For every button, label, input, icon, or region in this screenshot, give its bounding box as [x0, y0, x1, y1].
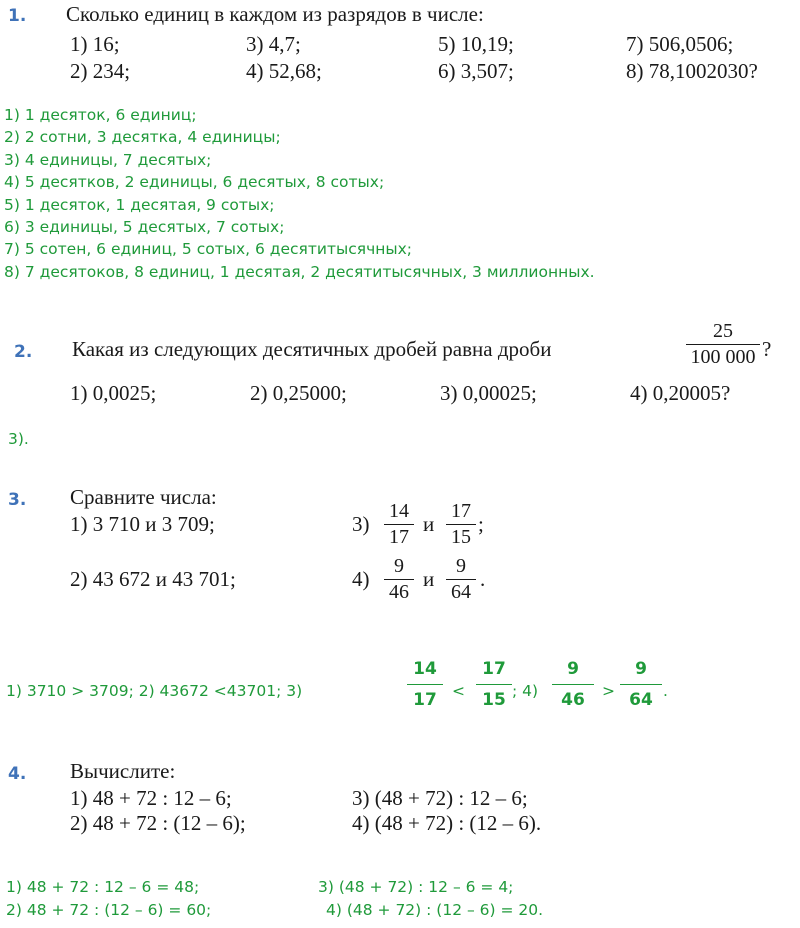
- task4-question: Вычислите:: [70, 759, 176, 783]
- task1-item: 4) 52,68;: [246, 59, 322, 83]
- task3-answer-text: ; 4): [512, 682, 539, 700]
- task3-item: 1) 3 710 и 3 709;: [70, 512, 215, 536]
- fraction-numerator: 9: [635, 659, 647, 679]
- answer-line: 3) 4 единицы, 7 десятых;: [4, 150, 212, 169]
- fraction-denominator: 15: [482, 690, 506, 710]
- task2-question: Какая из следующих десятичных дробей равна дроби: [72, 337, 552, 361]
- answer-line: 1) 1 десяток, 6 единиц;: [4, 106, 197, 124]
- task2-option: 4) 0,20005?: [630, 381, 731, 405]
- fraction-numerator: 17: [482, 659, 506, 679]
- fraction-denominator: 17: [413, 690, 437, 710]
- fraction-bar: [686, 344, 760, 345]
- task3-answer-fraction-b: [476, 655, 512, 714]
- fraction-bar: [384, 524, 414, 525]
- fraction-numerator: 17: [451, 500, 471, 522]
- fraction-denominator: 17: [389, 526, 409, 548]
- task2-answer: 3).: [8, 430, 29, 448]
- fraction-bar: [384, 579, 414, 580]
- task3-number: 3.: [8, 490, 27, 510]
- task4-answer: 4) (48 + 72) : (12 – 6) = 20.: [326, 901, 544, 919]
- fraction-bar: [552, 684, 594, 685]
- task1-item: 3) 4,7;: [246, 32, 301, 56]
- task4-answer: 2) 48 + 72 : (12 – 6) = 60;: [6, 901, 212, 919]
- task3-item3-fraction-b: [446, 500, 476, 549]
- task3-answer-sign: <: [452, 682, 465, 700]
- task3-question: Сравните числа:: [70, 485, 217, 509]
- answer-line: 8) 7 десятоков, 8 единиц, 1 десятая, 2 десятитысячных, 3 миллионных.: [4, 262, 595, 281]
- task3-answer-sign: >: [602, 682, 615, 700]
- task1-item: 7) 506,0506;: [626, 32, 734, 56]
- answer-line: 5) 1 десяток, 1 десятая, 9 сотых;: [4, 195, 275, 214]
- fraction-bar: [620, 684, 662, 685]
- task3-answer-fraction-d: [620, 655, 662, 714]
- task4-item: 4) (48 + 72) : (12 – 6).: [352, 811, 542, 835]
- task3-item3-fraction-a: [384, 500, 414, 549]
- fraction-denominator: 100 000: [690, 346, 756, 368]
- fraction-bar: [446, 579, 476, 580]
- task1-item: 6) 3,507;: [438, 59, 514, 83]
- task2-number: 2.: [14, 342, 33, 362]
- task4-item: 2) 48 + 72 : (12 – 6);: [70, 811, 246, 835]
- fraction-denominator: 64: [629, 690, 653, 710]
- fraction-bar: [407, 684, 443, 685]
- task2-question-end: ?: [762, 337, 772, 361]
- fraction-numerator: 25: [713, 320, 733, 342]
- task3-item-label: 4): [352, 567, 370, 591]
- task3-answer-text: 1) 3710 > 3709; 2) 43672 <43701; 3): [6, 682, 303, 700]
- fraction-denominator: 15: [451, 526, 471, 548]
- task3-answer-fraction-a: [407, 655, 443, 714]
- answer-line: 6) 3 единицы, 5 десятых, 7 сотых;: [4, 217, 285, 236]
- task4-answer: 3) (48 + 72) : 12 – 6 = 4;: [318, 878, 514, 896]
- task2-option: 2) 0,25000;: [250, 381, 347, 405]
- task2-option: 3) 0,00025;: [440, 381, 537, 405]
- answer-line: 2) 2 сотни, 3 десятка, 4 единицы;: [4, 128, 281, 147]
- fraction-denominator: 46: [561, 690, 585, 710]
- task3-answer-end: .: [663, 682, 668, 700]
- task3-item4-fraction-b: [446, 555, 476, 604]
- task3-item4-fraction-a: [384, 555, 414, 604]
- task1-item: 2) 234;: [70, 59, 131, 83]
- fraction-numerator: 9: [567, 659, 579, 679]
- task4-item: 1) 48 + 72 : 12 – 6;: [70, 786, 232, 810]
- task1-answers: [4, 104, 595, 283]
- task3-answer-fraction-c: [552, 655, 594, 714]
- fraction-bar: [446, 524, 476, 525]
- fraction-bar: [476, 684, 512, 685]
- task4-answer: 1) 48 + 72 : 12 – 6 = 48;: [6, 878, 200, 896]
- task3-item-join: и: [423, 567, 435, 591]
- task4-item: 3) (48 + 72) : 12 – 6;: [352, 786, 528, 810]
- task2-option: 1) 0,0025;: [70, 381, 157, 405]
- fraction-denominator: 64: [451, 581, 471, 603]
- task1-item: 1) 16;: [70, 32, 120, 56]
- task1-item: 8) 78,1002030?: [626, 59, 758, 83]
- task3-item-join: и: [423, 512, 435, 536]
- task1-number: 1.: [8, 6, 27, 26]
- fraction-numerator: 14: [389, 500, 409, 522]
- task3-item: 2) 43 672 и 43 701;: [70, 567, 236, 591]
- fraction-numerator: 9: [456, 555, 466, 577]
- task1-item: 5) 10,19;: [438, 32, 514, 56]
- task3-item-end: .: [480, 567, 486, 591]
- fraction-denominator: 46: [389, 581, 409, 603]
- task4-number: 4.: [8, 764, 27, 784]
- task3-item-end: ;: [478, 512, 484, 536]
- fraction-numerator: 9: [394, 555, 404, 577]
- answer-line: 7) 5 сотен, 6 единиц, 5 сотых, 6 десятитысячных;: [4, 240, 413, 259]
- answer-line: 4) 5 десятков, 2 единицы, 6 десятых, 8 сотых;: [4, 173, 385, 192]
- task3-item-label: 3): [352, 512, 370, 536]
- task1-question: Сколько единиц в каждом из разрядов в числе:: [66, 2, 484, 26]
- task2-fraction: [686, 320, 760, 369]
- fraction-numerator: 14: [413, 659, 437, 679]
